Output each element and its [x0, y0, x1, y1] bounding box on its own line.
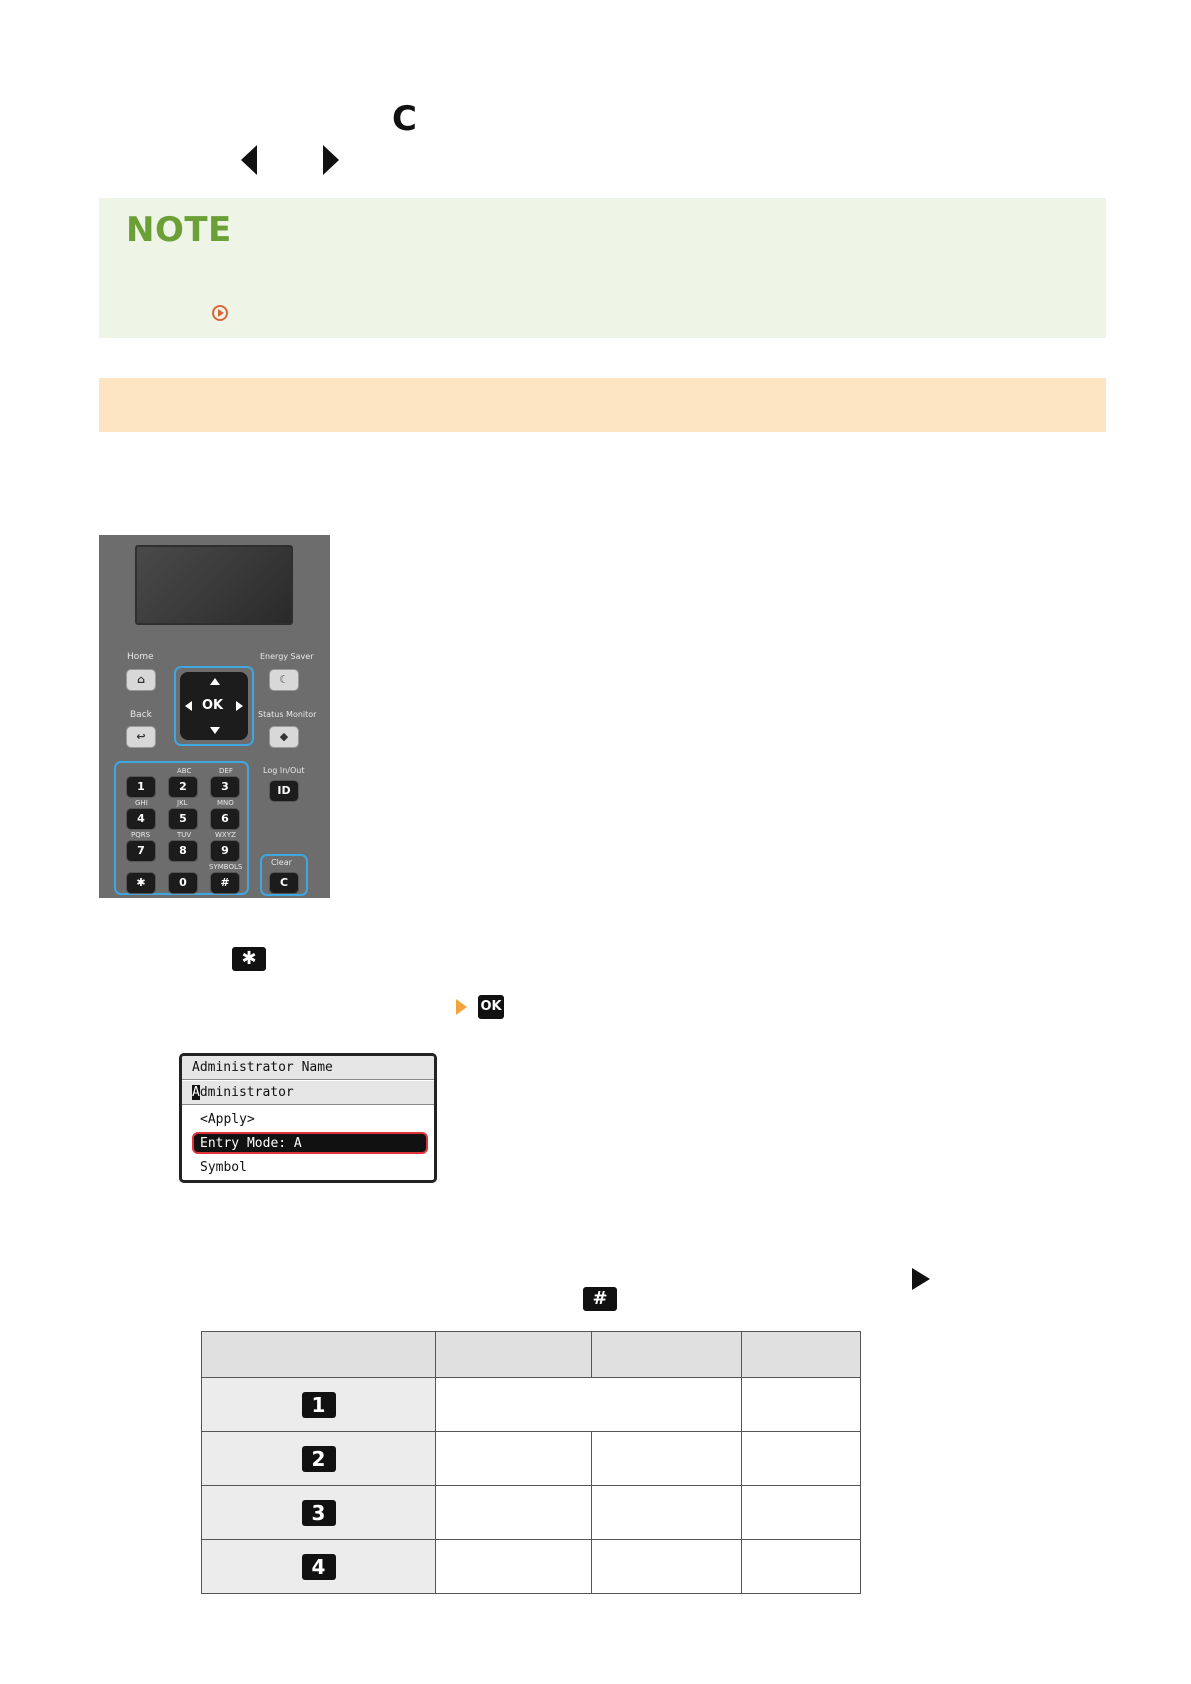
table-cell: [592, 1486, 742, 1540]
circle-arrow-icon[interactable]: [212, 305, 228, 321]
number-key-icon: 1: [302, 1392, 336, 1418]
note-box: [99, 198, 1106, 338]
wxyz-label: WXYZ: [215, 831, 236, 839]
abc-label: ABC: [177, 767, 192, 775]
tuv-label: TUV: [177, 831, 192, 839]
table-cell: [436, 1540, 592, 1594]
status-monitor-label: Status Monitor: [258, 710, 317, 719]
number-key-icon: 3: [302, 1500, 336, 1526]
keypad-key: 4: [126, 808, 156, 830]
dpad-right-icon: [236, 701, 243, 711]
keypad-key: 2: [168, 776, 198, 798]
dpad-up-icon: [210, 678, 220, 685]
symbols-label: SYMBOLS: [209, 863, 243, 871]
pqrs-label: PQRS: [131, 831, 151, 839]
table-cell: [592, 1540, 742, 1594]
lcd-input-text: dministrator: [199, 1085, 294, 1100]
back-label: Back: [130, 710, 152, 720]
table-cell: [436, 1486, 592, 1540]
lcd-title: Administrator Name: [182, 1056, 434, 1080]
table-cell: [742, 1378, 861, 1432]
keypad-key: 8: [168, 840, 198, 862]
c-key: C: [269, 872, 299, 894]
keypad-key: 3: [210, 776, 240, 798]
keypad-key: 9: [210, 840, 240, 862]
table-header-cell: [436, 1332, 592, 1378]
clear-key-icon: C: [392, 99, 417, 139]
keypad-key: 7: [126, 840, 156, 862]
number-key-icon: 2: [302, 1446, 336, 1472]
table-cell: [592, 1432, 742, 1486]
dpad-left-icon: [185, 701, 192, 711]
home-icon: ⌂: [137, 673, 145, 686]
table-cell: [742, 1432, 861, 1486]
table-key-cell: [202, 1540, 436, 1594]
mno-label: MNO: [217, 799, 234, 807]
table-cell: [436, 1378, 742, 1432]
keypad-key: 5: [168, 808, 198, 830]
note-title: NOTE: [126, 210, 232, 250]
section-heading-bar: [99, 378, 1106, 432]
triangle-left-icon: [241, 145, 257, 175]
energy-saver-key: [269, 669, 299, 691]
table-header-cell: [202, 1332, 436, 1378]
keypad-key: ✱: [126, 872, 156, 894]
lcd-item-apply: <Apply>: [200, 1112, 255, 1127]
triangle-right-icon: [323, 145, 339, 175]
diamond-icon: ◆: [279, 730, 289, 743]
triangle-right-icon: [912, 1268, 930, 1290]
lcd-item-entry-mode: Entry Mode: A: [192, 1132, 428, 1154]
keypad-key: 1: [126, 776, 156, 798]
lcd-input: [182, 1081, 434, 1105]
hash-key-icon: #: [583, 1287, 617, 1311]
dpad-down-icon: [210, 727, 220, 734]
jkl-label: JKL: [177, 799, 188, 807]
lcd-cursor: A: [192, 1085, 200, 1100]
table-cell: [436, 1432, 592, 1486]
entry-mode-table: [201, 1331, 861, 1594]
energy-saver-label: Energy Saver: [260, 652, 314, 661]
table-header-cell: [592, 1332, 742, 1378]
moon-icon: ☾: [279, 673, 289, 686]
step-arrow-icon: [456, 999, 467, 1015]
dpad-ok-label: OK: [202, 698, 224, 713]
table-row: [202, 1540, 861, 1594]
table-header-cell: [742, 1332, 861, 1378]
panel-display: [135, 545, 293, 625]
control-panel-image: [99, 535, 330, 898]
keypad-key: 0: [168, 872, 198, 894]
table-row: [202, 1378, 861, 1432]
home-key: [126, 669, 156, 691]
table-cell: [742, 1486, 861, 1540]
clear-label: Clear: [271, 858, 292, 867]
keypad-key: 6: [210, 808, 240, 830]
home-label: Home: [127, 652, 154, 662]
number-key-icon: 4: [302, 1554, 336, 1580]
back-arrow-icon: ↩: [136, 730, 146, 743]
table-key-cell: [202, 1378, 436, 1432]
back-key: [126, 726, 156, 748]
lcd-item-symbol: Symbol: [200, 1160, 247, 1175]
table-header-row: [202, 1332, 861, 1378]
status-monitor-key: [269, 726, 299, 748]
table-cell: [742, 1540, 861, 1594]
table-key-cell: [202, 1486, 436, 1540]
def-label: DEF: [219, 767, 233, 775]
lcd-screen: [179, 1053, 437, 1183]
star-key-icon: ✱: [232, 947, 266, 971]
table-row: [202, 1486, 861, 1540]
id-key: ID: [269, 780, 299, 802]
log-in-out-label: Log In/Out: [263, 766, 305, 775]
keypad-key: #: [210, 872, 240, 894]
ghi-label: GHI: [135, 799, 148, 807]
ok-key-icon: OK: [478, 995, 504, 1019]
table-row: [202, 1432, 861, 1486]
table-key-cell: [202, 1432, 436, 1486]
